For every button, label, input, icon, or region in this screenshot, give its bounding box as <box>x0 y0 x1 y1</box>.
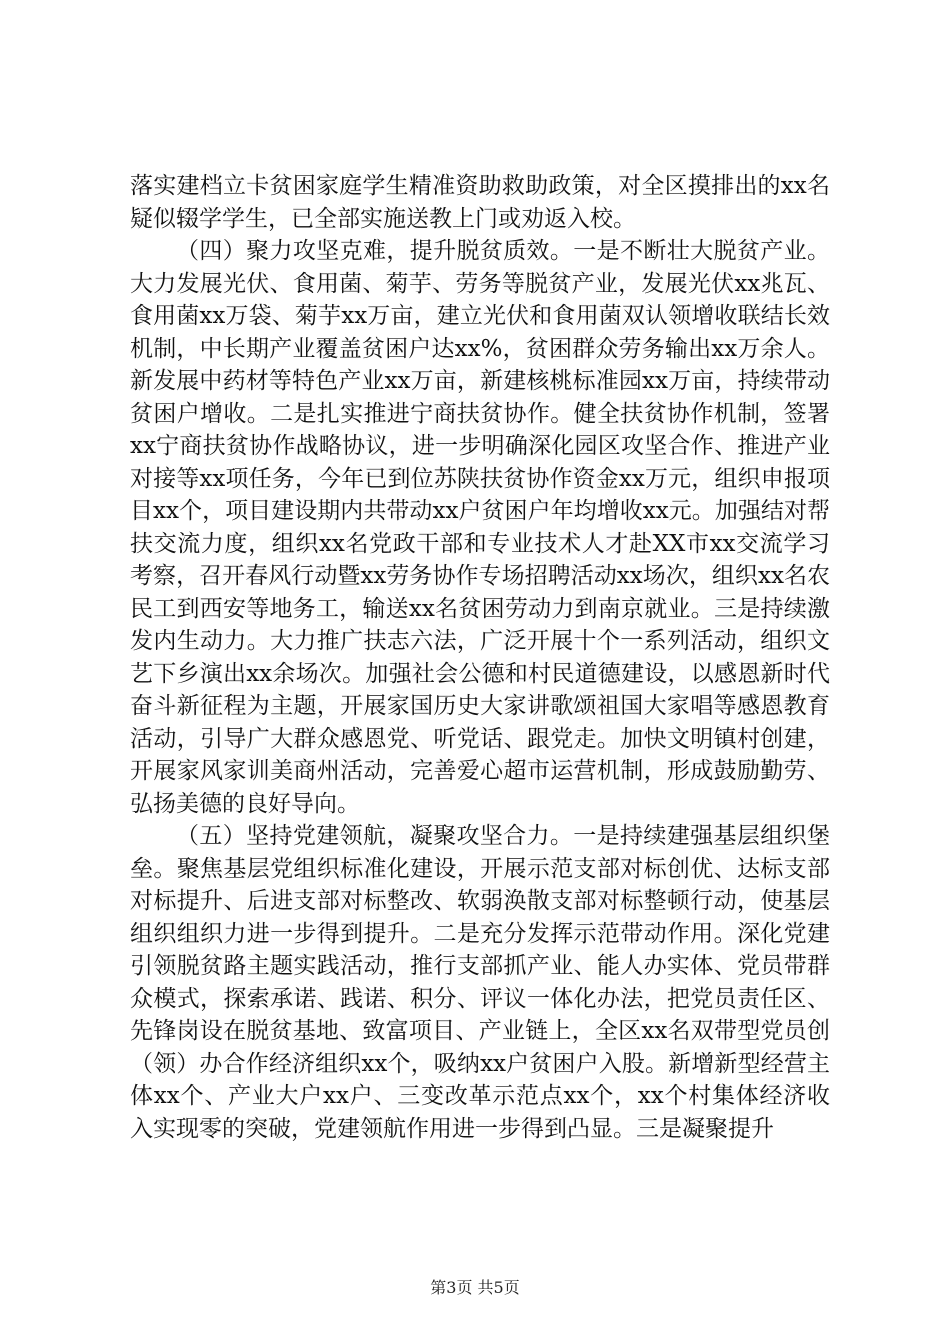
document-body <box>130 170 830 1145</box>
page-footer: 第3页 共5页 <box>430 1278 520 1297</box>
paragraph-section-four: （四）聚力攻坚克难，提升脱贫质效。一是不断壮大脱贫产业。大力发展光伏、食用菌、菊芋、劳务等脱贫产业，发展光伏xx兆瓦、食用菌xx万袋、菊芋xx万亩，建立光伏和食用菌双认领增收联结长效机制，中长期产业覆盖贫困户达xx%，贫困群众劳务输出xx万余人。新发展中药材等特色产业xx万亩，新建核桃标准园xx万亩，持续带动贫困户增收。二是扎实推进宁商扶贫协作。健全扶贫协作机制，签署xx宁商扶贫协作战略协议，进一步明确深化园区攻坚合作、推进产业对接等xx项任务，今年已到位苏陕扶贫协作资金xx万元，组织申报项目xx个，项目建设期内共带动xx户贫困户年均增收xx元。加强结对帮扶交流力度，组织xx名党政干部和专业技术人才赴XX市xx交流学习考察，召开春风行动暨xx劳务协作专场招聘活动xx场次，组织xx名农民工到西安等地务工，输送xx名贫困劳动力到南京就业。三是持续激发内生动力。大力推广扶志六法，广泛开展十个一系列活动，组织文艺下乡演出xx余场次。加强社会公德和村民道德建设，以感恩新时代奋斗新征程为主题，开展家国历史大家讲歌颂祖国大家唱等感恩教育活动，引导广大群众感恩党、听党话、跟党走。加快文明镇村创建，开展家风家训美商州活动，完善爱心超市运营机制，形成鼓励勤劳、弘扬美德的良好导向。 <box>130 238 830 817</box>
paragraph-continuation: 落实建档立卡贫困家庭学生精准资助救助政策，对全区摸排出的xx名疑似辍学学生，已全部实施送教上门或劝返入校。 <box>130 173 830 232</box>
paragraph-section-five: （五）坚持党建领航，凝聚攻坚合力。一是持续建强基层组织堡垒。聚焦基层党组织标准化建设，开展示范支部对标创优、达标支部对标提升、后进支部对标整改、软弱涣散支部对标整顿行动，使基层组织组织力进一步得到提升。二是充分发挥示范带动作用。深化党建引领脱贫路主题实践活动，推行支部抓产业、能人办实体、党员带群众模式，探索承诺、践诺、积分、评议一体化办法，把党员责任区、先锋岗设在脱贫基地、致富项目、产业链上，全区xx名双带型党员创（领）办合作经济组织xx个，吸纳xx户贫困户入股。新增新型经营主体xx个、产业大户xx户、三变改革示范点xx个，xx个村集体经济收入实现零的突破，党建领航作用进一步得到凸显。三是凝聚提升 <box>130 823 830 1142</box>
